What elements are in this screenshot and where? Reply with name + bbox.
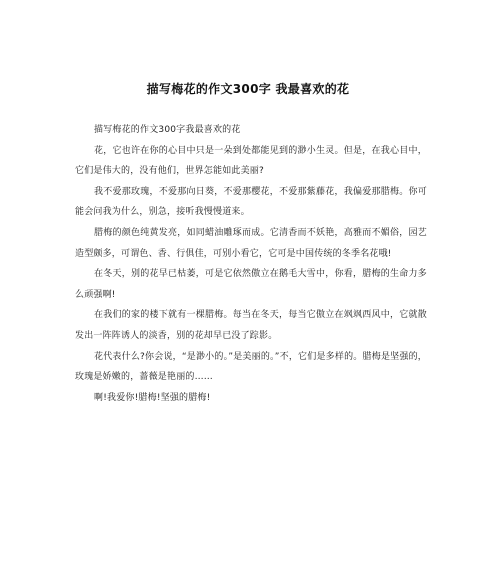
paragraph-3: 腊梅的颜色纯黄发亮，如同蜡油雕琢而成。它清香而不妖艳，高雅而不媚俗，园艺造型颇多，可谓色、香、行俱佳，可别小看它，它可是中国传统的冬季名花哦! (75, 227, 427, 259)
paragraph-5: 在我们的家的楼下就有一棵腊梅。每当在冬天，每当它傲立在飒飒西风中，它就散发出一阵阵诱人的淡香，别的花却早已没了踪影。 (75, 310, 427, 341)
paragraph-6: 花代表什么?你会说，“是渺小的。”是美丽的。”不，它们是多样的。腊梅是坚强的，玫瑰是娇嫩的，蔷薇是艳丽的…… (75, 351, 427, 383)
paragraph-1: 花，它也许在你的心目中只是一朵到处都能见到的渺小生灵。但是，在我心目中，它们是伟大的，没有他们，世界怎能如此美丽? (75, 145, 427, 177)
paragraph-7: 啊!我爱你!腊梅!坚强的腊梅! (94, 392, 211, 403)
paragraph-4: 在冬天，别的花早已枯萎，可是它依然傲立在鹅毛大雪中，你看，腊梅的生命力多么顽强啊! (75, 269, 427, 300)
paragraph-subtitle: 描写梅花的作文300字我最喜欢的花 (94, 125, 241, 135)
paragraph-2: 我不爱那玫瑰，不爱那向日葵，不爱那樱花，不爱那紫藤花，我偏爱那腊梅。你可能会问我为什么，别急，接听我慢慢道来。 (75, 186, 427, 218)
document-body (75, 120, 427, 408)
document-title: 描写梅花的作文300字 我最喜欢的花 (146, 82, 350, 96)
